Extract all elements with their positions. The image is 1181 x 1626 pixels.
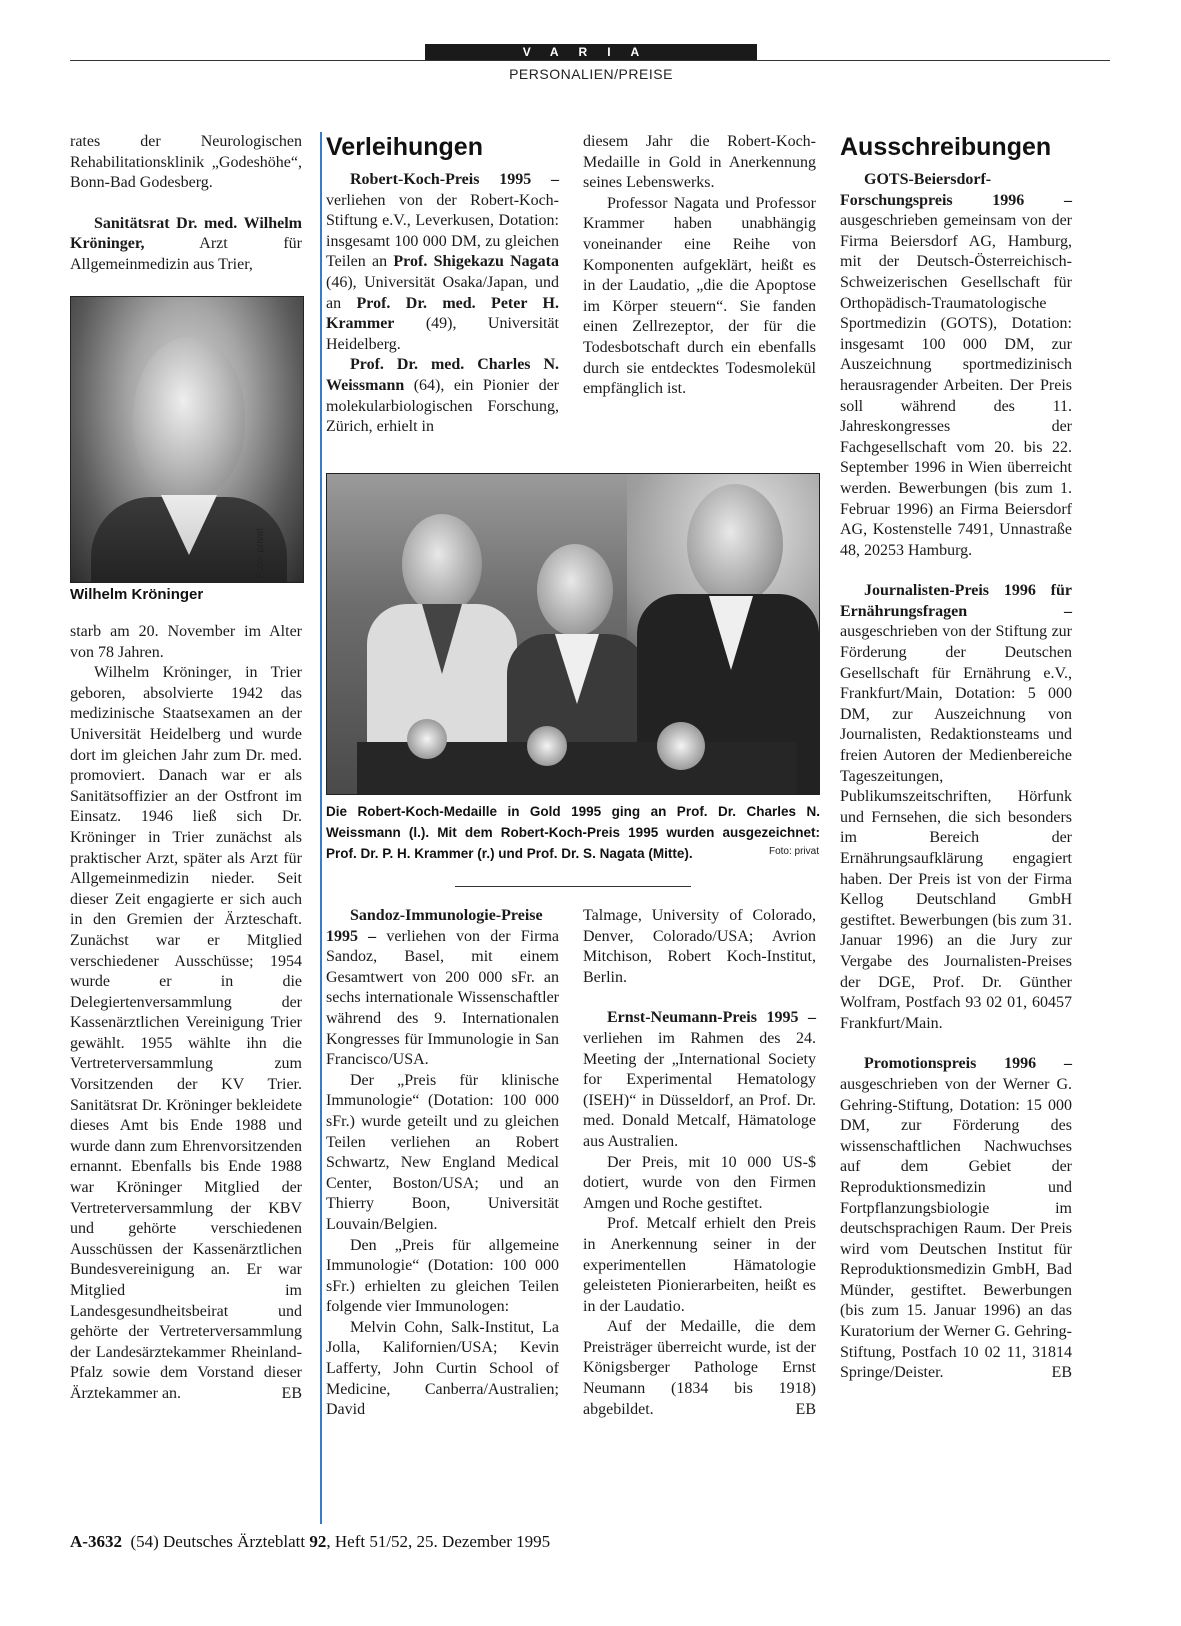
paragraph: Prof. Metcalf erhielt den Preis in Anerkennung seiner in der experimentellen Hämatologie geleisteten Pionierarbeiten, heißt es in der Laudatio.	[583, 1215, 816, 1315]
portrait-photo	[70, 296, 304, 583]
subsection-title: PERSONALIEN/PREISE	[509, 66, 673, 82]
paragraph: Der „Preis für klinische Immunologie“ (Dotation: 100 000 sFr.) wurde geteilt und zu gleichen Teilen verliehen an Robert Schwartz, New England Medical Center, Boston/USA; und an Thierry Boon, Universität Louvain/Belgien.	[326, 1071, 559, 1233]
obituary-intro	[70, 214, 302, 276]
paragraph	[583, 1317, 816, 1420]
column-3-top	[583, 132, 816, 400]
column-2-bottom	[326, 906, 559, 1421]
text: verliehen von der Robert-Koch-Stiftung e.V., Leverkusen, Dotation: insgesamt 100 000 DM, zu gleichen Teilen an	[326, 191, 559, 271]
medal-right	[657, 722, 705, 770]
weissmann-paragraph	[326, 355, 559, 437]
award-title: Promotionspreis 1996 –	[864, 1055, 1072, 1073]
award-ernst-neumann	[583, 1008, 816, 1152]
paragraph: Den „Preis für allgemeine Immunologie“ (Dotation: 100 000 sFr.) erhielten zu gleichen Teilen folgende vier Immunologen:	[326, 1236, 559, 1316]
award-gots	[840, 170, 1072, 561]
award-robert-koch	[326, 170, 559, 355]
winner-name: Prof. Dr. med. Peter H. Krammer	[326, 294, 559, 333]
header-rule	[70, 60, 1110, 61]
text: (49), Universität Heidelberg.	[326, 315, 559, 353]
text: verliehen im Rahmen des 24. Meeting der „International Society for Experimental Hematology (ISEH)“ in Düsseldorf, an Prof. Dr. med. Donald Metcalf, Hämatologe aus Australien.	[583, 1029, 816, 1150]
paragraph: Talmage, University of Colorado, Denver, Colorado/USA; Avrion Mitchison, Robert Koch-Institut, Berlin.	[583, 907, 816, 986]
footer-text: , Heft 51/52, 25. Dezember 1995	[326, 1532, 551, 1551]
award-title: Robert-Koch-Preis 1995 –	[350, 171, 559, 188]
award-title: Ernst-Neumann-Preis 1995 –	[607, 1009, 816, 1027]
group-photo-caption: Die Robert-Koch-Medaille in Gold 1995 ging an Prof. Dr. Charles N. Weissmann (l.). Mit dem Robert-Koch-Preis 1995 wurden ausgezeichnet: Prof. Dr. P. H. Krammer (r.) und Prof. Dr. S. Nagata (Mitte).	[326, 804, 820, 861]
photo-caption: Wilhelm Kröninger	[70, 586, 204, 603]
text: ausgeschrieben gemeinsam von der Firma Beiersdorf AG, Hamburg, mit der Deutsch-Österreichisch-Schweizerischen Gesellschaft für Orthopädisch-Traumatologische Sportmedizin (GOTS), Dotation: insgesamt 100 000 DM, zur Auszeichnung sportmedizinisch herausragender Arbeiten. Der Preis soll während des 11. Jahreskongresses der Fachgesellschaft vom 20. bis 22. September 1996 in Wien überreicht werden. Bewerbungen (bis zum 1. Februar 1996) an Firma Beiersdorf AG, Kostenstelle 7491, Unnastraße 48, 20253 Hamburg.	[840, 212, 1072, 559]
column-3-bottom	[583, 906, 816, 1420]
text: ausgeschrieben von der Stiftung zur Förderung der Deutschen Gesellschaft für Ernährung e.V., Frankfurt/Main, Dotation: 5 000 DM, zur Auszeichnung von Journalisten, Redaktionsteams und freien Autoren der Medienbereiche Tageszeitungen, Publikumszeitschriften, Hörfunk und Fernsehen, die sich besonders im Bereich der Ernährungsaufklärung engagiert haben. Der Preis ist von der Firma Kellog Deutschland GmbH gestiftet. Bewerbungen (bis zum 31. Januar 1996) an die Jury zur Vergabe des Journalisten-Preises der DGE, Prof. Dr. Günther Wolfram, Postfach 93 02 01, 60457 Frankfurt/Main.	[840, 623, 1072, 1032]
page-footer	[70, 1532, 550, 1552]
award-sandoz	[326, 906, 559, 1071]
heading-verleihungen: Verleihungen	[326, 133, 483, 161]
paragraph: Professor Nagata und Professor Krammer haben unabhängig voneinander eine Reihe von Komponenten aufgeklärt, heißt es in der Laudatio, „die die Apoptose im Körper steuern“. Sie fanden einen Zellrezeptor, der für die Todesbotschaft durch ein ebenfalls durch sie entdecktes Todesmolekül empfänglich ist.	[583, 194, 816, 398]
award-title: Journalisten-Preis 1996 für Ernährungsfragen –	[840, 582, 1072, 620]
person-name: Sanitätsrat Dr. med. Wilhelm Kröninger,	[70, 214, 302, 253]
paragraph: diesem Jahr die Robert-Koch-Medaille in Gold in Anerkennung seines Lebenswerks.	[583, 133, 816, 192]
author-sign: EB	[281, 1384, 302, 1402]
volume-number: 92	[309, 1532, 327, 1551]
section-band: VARIA	[425, 44, 757, 60]
text: (46), Universität Osaka/Japan, und an	[326, 273, 559, 312]
footer-text: (54) Deutsches Ärzteblatt	[121, 1532, 310, 1551]
column-4	[840, 132, 1072, 1384]
author-sign: EB	[795, 1400, 816, 1418]
page-number: A-3632	[70, 1532, 122, 1551]
paragraph	[70, 663, 302, 1404]
author-sign: EB	[1051, 1364, 1072, 1382]
heading-ausschreibungen: Ausschreibungen	[840, 133, 1052, 161]
award-promotion	[840, 1054, 1072, 1384]
column-1-body	[70, 622, 302, 1405]
award-title: GOTS-Beiersdorf-Forschungspreis 1996 –	[840, 171, 1072, 209]
medal-left	[407, 719, 447, 759]
paragraph: starb am 20. November im Alter von 78 Jahren.	[70, 623, 302, 661]
paragraph: Der Preis, mit 10 000 US-$ dotiert, wurde von den Firmen Amgen und Roche gestiftet.	[583, 1153, 816, 1212]
award-group-photo	[326, 473, 820, 795]
paragraph: rates der Neurologischen Rehabilitationsklinik „Godeshöhe“, Bonn-Bad Godesberg.	[70, 133, 302, 192]
award-journalisten	[840, 581, 1072, 1034]
photo-credit: Foto: privat	[255, 527, 266, 578]
portrait-face	[133, 337, 245, 497]
text: (64), ein Pionier der molekularbiologischen Forschung, Zürich, erhielt in	[326, 376, 559, 436]
paragraph-text: Wilhelm Kröninger, in Trier geboren, absolvierte 1942 das medizinische Staatsexamen an der Universität Heidelberg und wurde dort im gleichen Jahr zum Dr. med. promoviert. Danach war er als Sanitätsoffizier an der Ostfront im Einsatz. 1946 ließ sich Dr. Kröninger in Trier zunächst als praktischer Arzt, später als Arzt für Allgemeinmedizin nieder. Seit dieser Zeit engagierte er sich auch in den Gremien der Ärzteschaft. Zunächst war er Mitglied verschiedener Ausschüsse; 1954 wurde er in die Delegiertenversammlung der Kassenärztlichen Vereinigung Trier gewählt. 1955 wählte ihn die Vertreterversammlung zum Vorsitzenden der KV Trier. Sanitätsrat Dr. Kröninger bekleidete dieses Amt bis Ende 1988 und wurde dann zum Ehrenvorsitzenden ernannt. Ebenfalls bis Ende 1988 war Kröninger Mitglied der Vertreterversammlung der KBV und gehörte verschiedenen Ausschüssen der Kassenärztlichen Bundesvereinigung an. Er war Mitglied im Landesgesundheitsbeirat und gehörte der Vertreterversammlung der Landesärztekammer Rheinland-Pfalz sowie dem Vorstand dieser Ärztekammer an.	[70, 664, 302, 1402]
paragraph: Melvin Cohn, Salk-Institut, La Jolla, Kalifornien/USA; Kevin Lafferty, John Curtin School of Medicine, Canberra/Australien; David	[326, 1318, 559, 1419]
text: ausgeschrieben von der Werner G. Gehring-Stiftung, Dotation: 15 000 DM, zur Förderung des wissenschaftlichen Nachwuchses auf dem Gebiet der Reproduktionsmedizin und Fortpflanzungsbiologie im deutschsprachigen Raum. Der Preis wird vom Deutschen Institut für Reproduktionsmedizin GmbH, Bad Münder, gestiftet. Bewerbungen (bis zum 15. Januar 1996) an das Kuratorium der Werner G. Gehring-Stiftung, Postfach 10 02 11, 31814 Springe/Deister.	[840, 1075, 1072, 1382]
column-1-top	[70, 132, 302, 276]
paragraph-text: Auf der Medaille, die dem Preisträger überreicht wurde, ist der Königsberger Pathologe Ernst Neumann (1834 bis 1918) abgebildet.	[583, 1318, 816, 1418]
winner-name: Prof. Shigekazu Nagata	[393, 253, 559, 271]
text: verliehen von der Firma Sandoz, Basel, mit einem Gesamtwert von 200 000 sFr. an sechs internationale Wissenschaftler während des 9. Internationalen Kongresses für Immunologie in San Francisco/USA.	[326, 927, 560, 1069]
person-description: Arzt für Allgemeinmedizin aus Trier,	[70, 235, 302, 273]
column-divider	[320, 132, 322, 1524]
winner-name: Prof. Dr. med. Charles N. Weissmann	[326, 356, 559, 394]
column-2-top	[326, 132, 559, 438]
award-title: Sandoz-Immunologie-Preise 1995 –	[326, 907, 543, 945]
medal-middle	[527, 726, 567, 766]
group-photo-credit: Foto: privat	[768, 846, 819, 857]
section-rule	[455, 886, 691, 887]
